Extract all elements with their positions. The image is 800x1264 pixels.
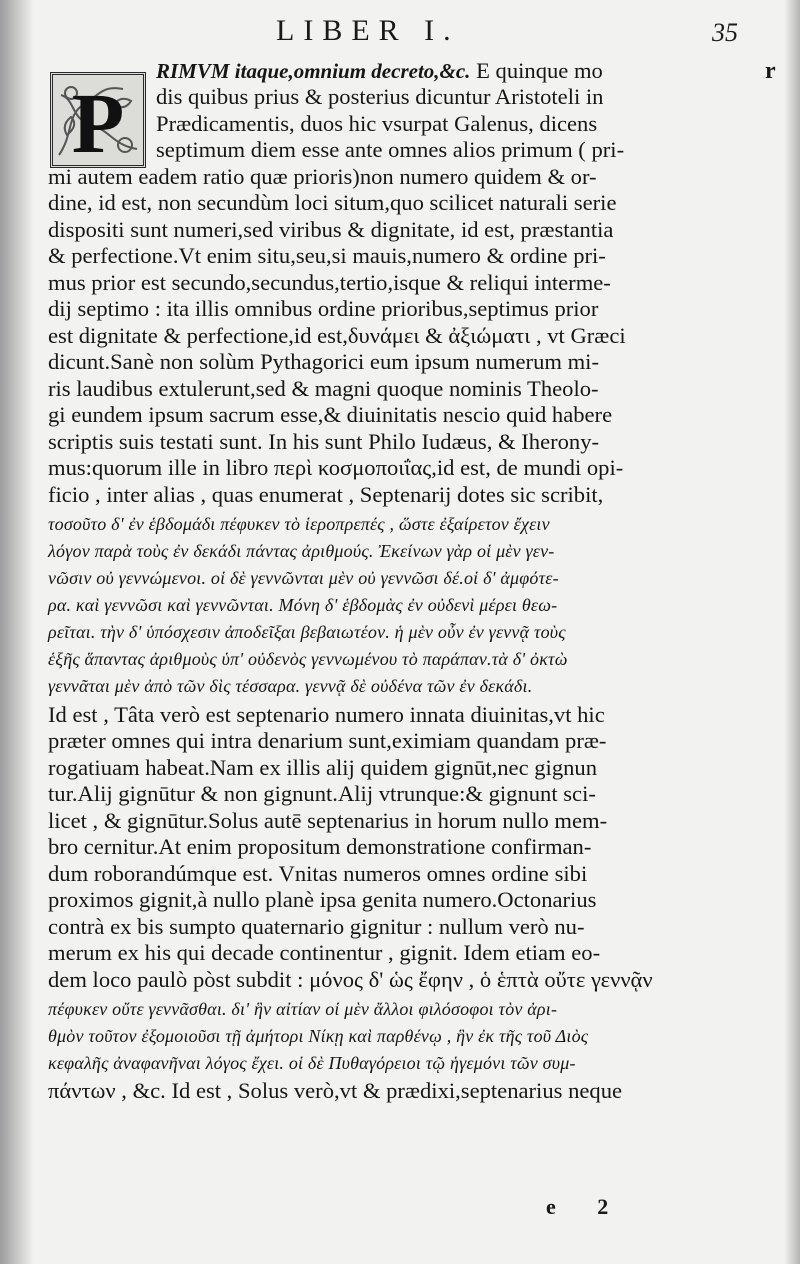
text-line: præter omnes qui intra denarium sunt,eximiam quandam præ-: [48, 728, 607, 753]
greek-line: ρεῖται. τὴν δ' ὑπόσχεσιν ἀποδεῖξαι βεβαιωτέον. ἡ μὲν οὖν ἐν γεννᾷ τοὺς: [48, 622, 566, 642]
text-line: licet , & gignūtur.Solus autē septenarius in horum nullo mem-: [48, 808, 608, 833]
greek-line: τοσοῦτο δ' ἐν ἑβδομάδι πέφυκεν τὸ ἱεροπρεπές , ὥστε ἐξαίρετον ἔχειν: [48, 514, 550, 534]
text-line: ficio , inter alias , quas enumerat , Septenarij dotes sic scribit,: [48, 482, 604, 507]
text-line: ris laudibus extulerunt,sed & magni quoque nominis Theolo-: [48, 376, 599, 401]
text-line: est dignitate & perfectione,id est,δυνάμει & ἀξιώματι , vt Græci: [48, 323, 626, 348]
text-line: mus:quorum ille in libro περὶ κοσμοποιΐας,id est, de mundi opi-: [48, 455, 624, 480]
greek-line: πέφυκεν οὔτε γεννᾶσθαι. δι' ἣν αἰτίαν οἱ μὲν ἄλλοι φιλόσοφοι τὸν ἀρι-: [48, 999, 558, 1019]
greek-line: νῶσιν οὐ γεννώμενοι. οἱ δὲ γεννῶνται μὲν οὐ γεννῶσι δέ.οἱ δ' ἀμφότε-: [48, 568, 559, 588]
text-line: contrà ex bis sumpto quaternario gignitur : nullum verò nu-: [48, 914, 585, 939]
text-line: scriptis suis testati sunt. In his sunt Philo Iudæus, & Iherony-: [48, 429, 600, 454]
text-line: Prædicamentis, duos hic vsurpat Galenus, dicens: [156, 111, 598, 136]
text-line: & perfectione.Vt enim situ,seu,si mauis,numero & ordine pri-: [48, 243, 606, 268]
greek-line: ἑξῆς ἅπαντας ἀριθμοὺς ὑπ' οὐδενὸς γεννωμένου τὸ παράπαν.τὰ δ' ὀκτὼ: [48, 649, 568, 669]
text-line: mus prior est secundo,secundus,tertio,isque & reliqui interme-: [48, 270, 611, 295]
text-line: dispositi sunt numeri,sed viribus & dignitate, id est, præstantia: [48, 217, 614, 242]
initial-letter: P: [71, 75, 125, 168]
text-line: dem loco paulò pòst subdit : μόνος δ' ὡς ἔφην , ὁ ἑπτὰ οὔτε γεννᾷν: [48, 967, 653, 992]
text-line: dicunt.Sanè non solùm Pythagorici eum ipsum numerum mi-: [48, 349, 599, 374]
signature-mark: e 2: [546, 1194, 627, 1219]
text-line: gi eundem ipsum sacrum esse,& diuinitatis nescio quid habere: [48, 402, 613, 427]
text-line: dine, id est, non secundùm loci situm,quo scilicet naturali serie: [48, 190, 617, 215]
text-line: bro cernitur.At enim propositum demonstratione confirman-: [48, 834, 592, 859]
running-head: LIBER I.: [276, 14, 460, 47]
text-line: [156, 58, 603, 84]
text-line: mi autem eadem ratio quæ prioris)non numero quidem & or-: [48, 164, 597, 189]
greek-line: λόγον παρὰ τοὺς ἐν δεκάδι πάντας ἀριθμούς. Ἐκείνων γὰρ οἱ μὲν γεν-: [48, 541, 555, 561]
margin-mark: r: [765, 58, 776, 84]
greek-line: κεφαλῆς ἀναφανῆναι λόγος ἔχει. οἱ δὲ Πυθαγόρειοι τῷ ἡγεμόνι τῶν συμ-: [48, 1053, 576, 1073]
text-line: septimum diem esse ante omnes alios primum ( pri-: [156, 137, 625, 162]
text-line: merum ex his qui decade continentur , gignit. Idem etiam eo-: [48, 940, 601, 965]
text-line: dum roborandúmque est. Vnitas numeros omnes ordine sibi: [48, 861, 588, 886]
greek-line: ρα. καὶ γεννῶσι καὶ γεννῶνται. Μόνη δ' ἑβδομὰς ἐν οὐδενὶ μέρει θεω-: [48, 595, 558, 615]
gutter-shadow: [0, 0, 34, 1264]
opening-rest: E quinque mo: [470, 58, 603, 83]
text-line: rogatiuam habeat.Nam ex illis alij quidem gignūt,nec gignun: [48, 755, 598, 780]
page-number: 35: [712, 18, 738, 47]
text-line: dij septimo : ita illis omnibus ordine prioribus,septimus prior: [48, 296, 599, 321]
text-line: dis quibus prius & posterius dicuntur Aristoteli in: [156, 84, 604, 109]
greek-line: γεννᾶται μὲν ἀπὸ τῶν δὶς τέσσαρα. γεννᾷ δὲ οὐδένα τῶν ἐν δεκάδι.: [48, 676, 533, 696]
text-line: πάντων , &c. Id est , Solus verò,vt & prædixi,septenarius neque: [48, 1078, 623, 1103]
greek-line: θμὸν τοῦτον ἐξομοιοῦσι τῇ ἀμήτορι Νίκῃ καὶ παρθένῳ , ἣν ἐκ τῆς τοῦ Διὸς: [48, 1026, 589, 1046]
opening-words: RIMVM itaque,omnium decreto,&c.: [156, 59, 471, 83]
text-line: proximos gignit,à nullo planè ipsa genita numero.Octonarius: [48, 887, 597, 912]
text-line: Id est , Tâta verò est septenario numero innata diuinitas,vt hic: [48, 702, 605, 727]
edge-shadow: [784, 0, 800, 1264]
text-line: tur.Alij gignūtur & non gignunt.Alij vtrunque:& gignunt sci-: [48, 781, 596, 806]
decorated-initial: [50, 72, 146, 168]
